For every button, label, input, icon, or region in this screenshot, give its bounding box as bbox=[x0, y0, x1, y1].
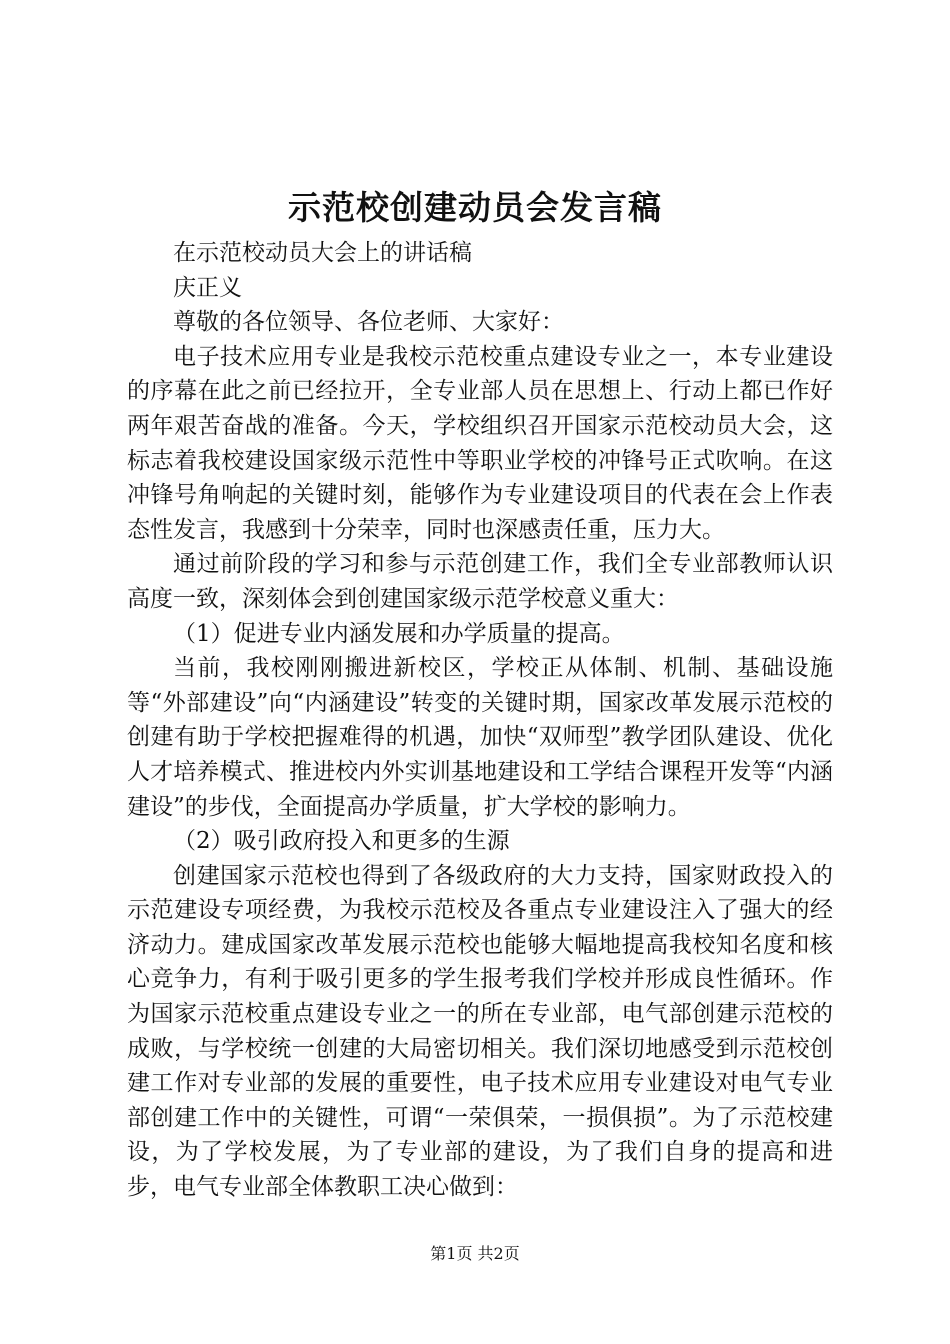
paragraph-point-1-heading: （1）促进专业内涵发展和办学质量的提高。 bbox=[173, 620, 625, 647]
page-number: 第1页 共2页 bbox=[430, 1244, 520, 1263]
paragraph-significance: 通过前阶段的学习和参与示范创建工作，我们全专业部教师认识高度一致，深刻体会到创建国家级示范学校意义重大： bbox=[127, 551, 833, 612]
paragraph-point-2-heading: （2）吸引政府投入和更多的生源 bbox=[173, 828, 510, 855]
paragraph-author: 庆正义 bbox=[173, 274, 242, 301]
paragraph-subtitle: 在示范校动员大会上的讲话稿 bbox=[173, 240, 472, 266]
document-body bbox=[127, 236, 833, 1205]
paragraph-point-1-body: 当前，我校刚刚搬进新校区，学校正从体制、机制、基础设施等“外部建设”向“内涵建设”转变的关键时期，国家改革发展示范校的创建有助于学校把握难得的机遇，加快“双师型”教学团队建设、优化人才培养模式、推进校内外实训基地建设和工学结合课程开发等“内涵建设”的步伐，全面提高办学质量，扩大学校的影响力。 bbox=[127, 655, 833, 820]
paragraph-greeting: 尊敬的各位领导、各位老师、大家好： bbox=[173, 309, 564, 336]
paragraph-point-2-body: 创建国家示范校也得到了各级政府的大力支持，国家财政投入的示范建设专项经费，为我校示范校及各重点专业建设注入了强大的经济动力。建成国家改革发展示范校也能够大幅地提高我校知名度和核心竞争力，有利于吸引更多的学生报考我们学校并形成良性循环。作为国家示范校重点建设专业之一的所在专业部，电气部创建示范校的成败，与学校统一创建的大局密切相关。我们深切地感受到示范校创建工作对专业部的发展的重要性，电子技术应用专业建设对电气专业部创建工作中的关键性，可谓“一荣俱荣，一损俱损”。为了示范校建设，为了学校发展，为了专业部的建设，为了我们自身的提高和进步，电气专业部全体教职工决心做到： bbox=[127, 862, 833, 1201]
paragraph-intro: 电子技术应用专业是我校示范校重点建设专业之一，本专业建设的序幕在此之前已经拉开，全专业部人员在思想上、行动上都已作好两年艰苦奋战的准备。今天，学校组织召开国家示范校动员大会，这标志着我校建设国家级示范性中等职业学校的冲锋号正式吹响。在这冲锋号角响起的关键时刻，能够作为专业建设项目的代表在会上作表态性发言，我感到十分荣幸，同时也深感责任重，压力大。 bbox=[127, 343, 833, 543]
document-title: 示范校创建动员会发言稿 bbox=[288, 188, 662, 227]
